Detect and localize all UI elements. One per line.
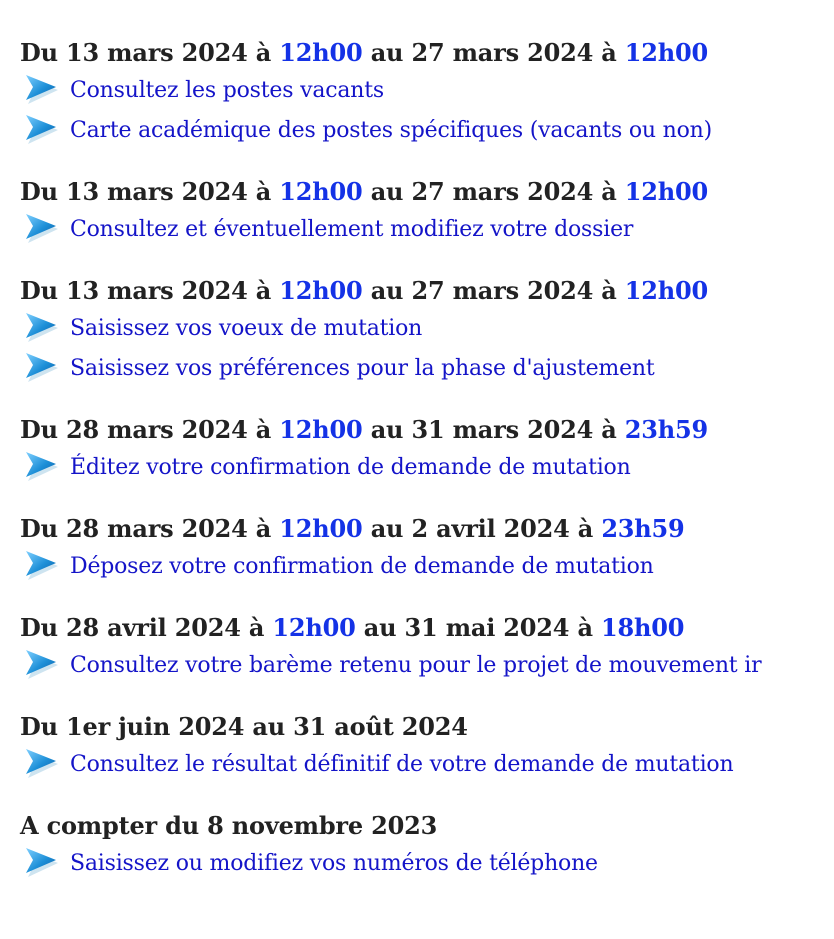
period-block (20, 274, 834, 388)
heading-text-start: Du 28 mars 2024 à (20, 514, 280, 543)
action-link[interactable]: Consultez et éventuellement modifiez votre dossier (70, 216, 634, 242)
heading-text-start: Du 13 mars 2024 à (20, 276, 280, 305)
start-time: 12h00 (279, 38, 363, 67)
heading-text-middle: au 31 mai 2024 à (355, 613, 601, 642)
period-heading (20, 36, 834, 70)
heading-text-start: Du 1er juin 2024 au 31 août 2024 (20, 712, 468, 741)
link-row (20, 348, 834, 388)
period-block (20, 611, 834, 685)
heading-text-middle: au 27 mars 2024 à (362, 177, 625, 206)
heading-text-start: Du 28 mars 2024 à (20, 415, 280, 444)
link-row (20, 70, 834, 110)
period-block (20, 512, 834, 586)
period-block (20, 36, 834, 150)
period-block (20, 710, 834, 784)
link-row (20, 209, 834, 249)
arrow-right-icon (24, 450, 60, 484)
start-time: 12h00 (279, 276, 363, 305)
start-time: 12h00 (279, 415, 363, 444)
arrow-right-icon (24, 549, 60, 583)
link-row (20, 308, 834, 348)
start-time: 12h00 (272, 613, 356, 642)
action-link[interactable]: Consultez le résultat définitif de votre demande de mutation (70, 751, 734, 777)
heading-text-middle: au 27 mars 2024 à (362, 276, 625, 305)
period-heading (20, 175, 834, 209)
heading-text-start: A compter du 8 novembre 2023 (20, 811, 438, 840)
link-row (20, 546, 834, 586)
action-link[interactable]: Saisissez ou modifiez vos numéros de téléphone (70, 850, 598, 876)
heading-text-start: Du 13 mars 2024 à (20, 177, 280, 206)
period-block (20, 175, 834, 249)
link-row (20, 110, 834, 150)
period-block (20, 809, 834, 883)
end-time: 12h00 (624, 177, 708, 206)
heading-text-middle: au 31 mars 2024 à (362, 415, 625, 444)
heading-text-middle: au 27 mars 2024 à (362, 38, 625, 67)
arrow-right-icon (24, 73, 60, 107)
heading-text-start: Du 13 mars 2024 à (20, 38, 280, 67)
action-link[interactable]: Saisissez vos voeux de mutation (70, 315, 423, 341)
period-heading (20, 611, 834, 645)
arrow-right-icon (24, 846, 60, 880)
action-link[interactable]: Consultez votre barème retenu pour le projet de mouvement ir (70, 652, 762, 678)
arrow-right-icon (24, 212, 60, 246)
period-heading (20, 512, 834, 546)
mutation-calendar (20, 36, 834, 908)
period-heading (20, 413, 834, 447)
action-link[interactable]: Consultez les postes vacants (70, 77, 384, 103)
period-heading (20, 274, 834, 308)
action-link[interactable]: Saisissez vos préférences pour la phase d'ajustement (70, 355, 655, 381)
start-time: 12h00 (279, 177, 363, 206)
arrow-right-icon (24, 311, 60, 345)
arrow-right-icon (24, 648, 60, 682)
link-row (20, 744, 834, 784)
arrow-right-icon (24, 747, 60, 781)
heading-text-start: Du 28 avril 2024 à (20, 613, 273, 642)
end-time: 18h00 (600, 613, 685, 642)
period-heading (20, 809, 834, 843)
link-row (20, 447, 834, 487)
period-heading (20, 710, 834, 744)
arrow-right-icon (24, 113, 60, 147)
period-block (20, 413, 834, 487)
action-link[interactable]: Déposez votre confirmation de demande de mutation (70, 553, 654, 579)
arrow-right-icon (24, 351, 60, 385)
end-time: 23h59 (601, 514, 685, 543)
link-row (20, 843, 834, 883)
heading-text-middle: au 2 avril 2024 à (362, 514, 602, 543)
action-link[interactable]: Éditez votre confirmation de demande de mutation (70, 454, 631, 480)
action-link[interactable]: Carte académique des postes spécifiques (vacants ou non) (70, 117, 713, 143)
link-row (20, 645, 834, 685)
end-time: 12h00 (624, 276, 708, 305)
start-time: 12h00 (279, 514, 363, 543)
end-time: 23h59 (624, 415, 708, 444)
end-time: 12h00 (624, 38, 708, 67)
